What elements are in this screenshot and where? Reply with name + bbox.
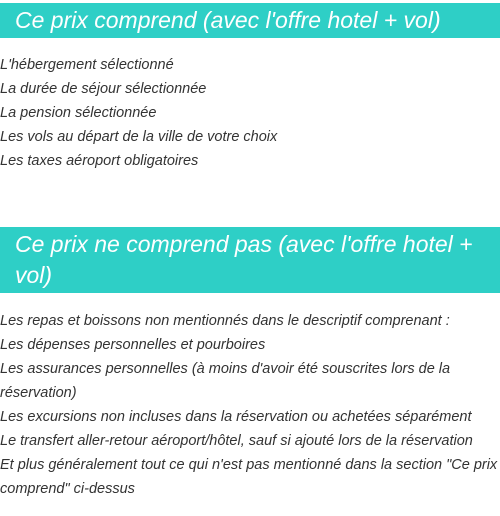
included-list [0, 53, 498, 173]
excluded-item-personal-expenses: Les dépenses personnelles et pourboires [0, 337, 266, 353]
excluded-item-insurance: Les assurances personnelles (à moins d'avoir été souscrites lors de la réservation) [0, 361, 451, 401]
excluded-item-excursions: Les excursions non incluses dans la réservation ou achetées séparément [0, 409, 472, 425]
excluded-item-general: Et plus généralement tout ce qui n'est pas mentionné dans la section "Ce prix comprend" ci-dessus [0, 457, 498, 497]
excluded-item-meals: Les repas et boissons non mentionnés dans le descriptif comprenant : [0, 313, 450, 329]
included-item-flights: Les vols au départ de la ville de votre choix [0, 129, 278, 145]
included-section-heading: Ce prix comprend (avec l'offre hotel + vol) [0, 3, 500, 38]
excluded-list [0, 309, 498, 501]
included-item-accommodation: L'hébergement sélectionné [0, 57, 174, 73]
excluded-item-transfer: Le transfert aller-retour aéroport/hôtel, sauf si ajouté lors de la réservation [0, 433, 473, 449]
excluded-section-heading: Ce prix ne comprend pas (avec l'offre hotel + vol) [0, 227, 500, 293]
included-item-airport-taxes: Les taxes aéroport obligatoires [0, 153, 199, 169]
included-item-stay-duration: La durée de séjour sélectionnée [0, 81, 207, 97]
included-item-board: La pension sélectionnée [0, 105, 157, 121]
